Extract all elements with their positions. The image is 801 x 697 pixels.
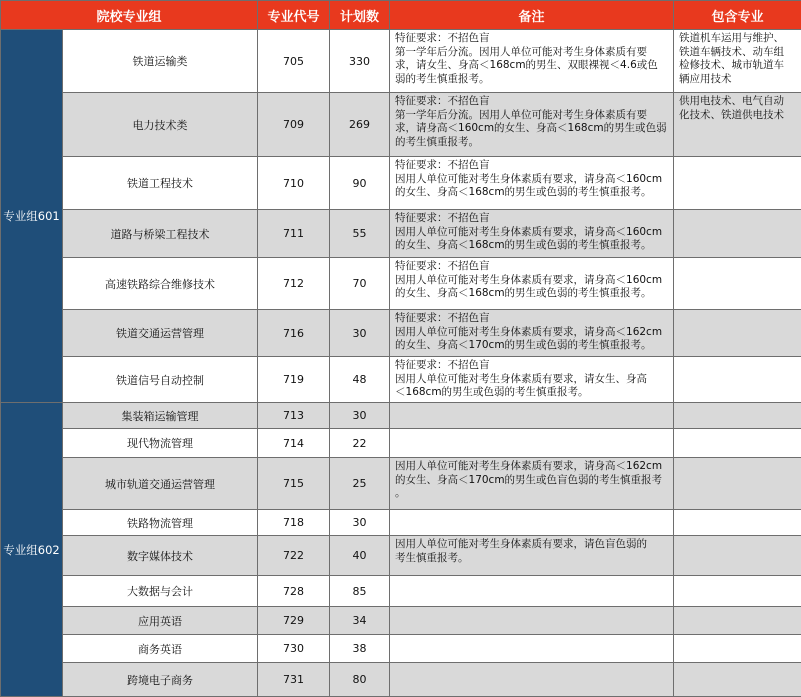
remark-cell xyxy=(390,210,674,258)
includes-line: 铁道车辆技术、动车组 xyxy=(679,46,797,60)
remark-cell xyxy=(390,635,674,663)
remark-line: 因用人单位可能对考生身体素质有要求，请身高＜160cm xyxy=(395,226,669,240)
includes-cell xyxy=(674,635,801,663)
major-name-cell: 城市轨道交通运营管理 xyxy=(63,458,258,510)
remark-cell xyxy=(390,536,674,576)
table-row xyxy=(1,30,801,93)
major-name-cell: 铁道信号自动控制 xyxy=(63,357,258,403)
major-name-cell: 铁路物流管理 xyxy=(63,510,258,536)
includes-cell xyxy=(674,157,801,210)
includes-cell xyxy=(674,576,801,607)
table-row xyxy=(1,157,801,210)
plan-count-cell: 38 xyxy=(330,635,390,663)
remark-line: 因用人单位可能对考生身体素质有要求，请身高＜162cm xyxy=(395,326,669,340)
includes-cell xyxy=(674,30,801,93)
table-row xyxy=(1,536,801,576)
table-row xyxy=(1,429,801,458)
major-name-cell: 应用英语 xyxy=(63,607,258,635)
plan-count-cell: 34 xyxy=(330,607,390,635)
includes-cell xyxy=(674,663,801,697)
major-name-cell: 大数据与会计 xyxy=(63,576,258,607)
remark-line: 特征要求：不招色盲 xyxy=(395,260,669,274)
includes-cell xyxy=(674,357,801,403)
remark-line: 的女生、身高＜168cm的男生或色弱的考生慎重报考。 xyxy=(395,239,669,253)
remark-cell xyxy=(390,429,674,458)
plan-count-cell: 25 xyxy=(330,458,390,510)
includes-cell xyxy=(674,310,801,357)
includes-cell xyxy=(674,403,801,429)
remark-line: 特征要求：不招色盲 xyxy=(395,95,669,109)
plan-count-cell: 70 xyxy=(330,258,390,310)
includes-cell xyxy=(674,429,801,458)
table-row xyxy=(1,458,801,510)
remark-line: 特征要求：不招色盲 xyxy=(395,359,669,373)
remark-line: 的女生、身高＜170cm的男生或色盲色弱的考生慎重报考 xyxy=(395,474,669,488)
remark-cell xyxy=(390,607,674,635)
remark-cell xyxy=(390,93,674,157)
plan-count-cell: 85 xyxy=(330,576,390,607)
plan-count-cell: 269 xyxy=(330,93,390,157)
plan-count-cell: 30 xyxy=(330,310,390,357)
includes-cell xyxy=(674,258,801,310)
includes-cell xyxy=(674,93,801,157)
remark-line: 因用人单位可能对考生身体素质有要求，请身高＜160cm xyxy=(395,274,669,288)
table-row xyxy=(1,210,801,258)
major-code-cell: 722 xyxy=(258,536,330,576)
plan-count-cell: 80 xyxy=(330,663,390,697)
major-code-cell: 719 xyxy=(258,357,330,403)
table-row xyxy=(1,403,801,429)
remark-cell xyxy=(390,458,674,510)
remark-cell xyxy=(390,357,674,403)
major-code-cell: 705 xyxy=(258,30,330,93)
remark-cell xyxy=(390,157,674,210)
remark-line: 因用人单位可能对考生身体素质有要求，请色盲色弱的 xyxy=(395,538,669,552)
remark-line: 因用人单位可能对考生身体素质有要求，请身高＜162cm xyxy=(395,460,669,474)
table-row xyxy=(1,635,801,663)
plan-count-cell: 55 xyxy=(330,210,390,258)
remark-line: 。 xyxy=(395,487,669,501)
major-code-cell: 715 xyxy=(258,458,330,510)
remark-line: 特征要求：不招色盲 xyxy=(395,312,669,326)
includes-line: 辆应用技术 xyxy=(679,73,797,87)
includes-cell xyxy=(674,607,801,635)
major-name-cell: 集装箱运输管理 xyxy=(63,403,258,429)
header-includes: 包含专业 xyxy=(674,1,801,30)
remark-line: 第一学年后分流。因用人单位可能对考生身体素质有要 xyxy=(395,46,669,60)
major-name-cell: 商务英语 xyxy=(63,635,258,663)
major-name-cell: 高速铁路综合维修技术 xyxy=(63,258,258,310)
header-remark: 备注 xyxy=(390,1,674,30)
remark-line: 第一学年后分流。因用人单位可能对考生身体素质有要 xyxy=(395,109,669,123)
major-code-cell: 718 xyxy=(258,510,330,536)
includes-cell xyxy=(674,210,801,258)
plan-count-cell: 90 xyxy=(330,157,390,210)
table-row xyxy=(1,258,801,310)
table-row xyxy=(1,357,801,403)
includes-cell xyxy=(674,536,801,576)
remark-cell xyxy=(390,663,674,697)
major-code-cell: 713 xyxy=(258,403,330,429)
table-row xyxy=(1,310,801,357)
includes-cell xyxy=(674,510,801,536)
includes-line: 铁道机车运用与维护、 xyxy=(679,32,797,46)
table-row xyxy=(1,93,801,157)
remark-line: ＜168cm的男生或色弱的考生慎重报考。 xyxy=(395,386,669,400)
remark-line: 特征要求：不招色盲 xyxy=(395,32,669,46)
remark-line: 特征要求：不招色盲 xyxy=(395,212,669,226)
group-name-cell: 专业组601 xyxy=(1,30,63,403)
remark-line: 弱的考生慎重报考。 xyxy=(395,73,669,87)
major-code-cell: 729 xyxy=(258,607,330,635)
remark-line: 的考生慎重报考。 xyxy=(395,136,669,150)
remark-line: 求，请身高＜160cm的女生、身高＜168cm的男生或色弱 xyxy=(395,122,669,136)
major-name-cell: 现代物流管理 xyxy=(63,429,258,458)
header-row xyxy=(1,1,801,30)
includes-cell xyxy=(674,458,801,510)
remark-line: 因用人单位可能对考生身体素质有要求，请女生、身高 xyxy=(395,373,669,387)
remark-cell xyxy=(390,258,674,310)
includes-line: 检修技术、城市轨道车 xyxy=(679,59,797,73)
major-code-cell: 712 xyxy=(258,258,330,310)
major-name-cell: 铁道交通运营管理 xyxy=(63,310,258,357)
major-code-cell: 710 xyxy=(258,157,330,210)
major-code-cell: 728 xyxy=(258,576,330,607)
major-code-cell: 711 xyxy=(258,210,330,258)
plan-count-cell: 330 xyxy=(330,30,390,93)
major-code-cell: 730 xyxy=(258,635,330,663)
remark-line: 因用人单位可能对考生身体素质有要求，请身高＜160cm xyxy=(395,173,669,187)
major-code-cell: 716 xyxy=(258,310,330,357)
plan-count-cell: 40 xyxy=(330,536,390,576)
remark-line: 求，请女生、身高＜168cm的男生、双眼裸视＜4.6或色 xyxy=(395,59,669,73)
includes-line: 供用电技术、电气自动 xyxy=(679,95,797,109)
remark-cell xyxy=(390,576,674,607)
header-group-major: 院校专业组 xyxy=(1,1,258,30)
plan-count-cell: 48 xyxy=(330,357,390,403)
major-name-cell: 电力技术类 xyxy=(63,93,258,157)
remark-line: 的女生、身高＜170cm的男生或色弱的考生慎重报考。 xyxy=(395,339,669,353)
major-name-cell: 铁道工程技术 xyxy=(63,157,258,210)
major-code-cell: 714 xyxy=(258,429,330,458)
remark-line: 特征要求：不招色盲 xyxy=(395,159,669,173)
remark-line: 的女生、身高＜168cm的男生或色弱的考生慎重报考。 xyxy=(395,186,669,200)
major-name-cell: 跨境电子商务 xyxy=(63,663,258,697)
remark-cell xyxy=(390,30,674,93)
major-name-cell: 道路与桥梁工程技术 xyxy=(63,210,258,258)
header-code: 专业代号 xyxy=(258,1,330,30)
table-row xyxy=(1,663,801,697)
remark-cell xyxy=(390,403,674,429)
table-row xyxy=(1,510,801,536)
group-name-cell: 专业组602 xyxy=(1,403,63,697)
major-name-cell: 数字媒体技术 xyxy=(63,536,258,576)
plan-count-cell: 30 xyxy=(330,510,390,536)
major-code-cell: 709 xyxy=(258,93,330,157)
remark-cell xyxy=(390,310,674,357)
remark-cell xyxy=(390,510,674,536)
table-row xyxy=(1,607,801,635)
header-plan: 计划数 xyxy=(330,1,390,30)
includes-line: 化技术、铁道供电技术 xyxy=(679,109,797,123)
plan-count-cell: 22 xyxy=(330,429,390,458)
remark-line: 考生慎重报考。 xyxy=(395,552,669,566)
plan-count-cell: 30 xyxy=(330,403,390,429)
remark-line: 的女生、身高＜168cm的男生或色弱的考生慎重报考。 xyxy=(395,287,669,301)
major-code-cell: 731 xyxy=(258,663,330,697)
table-row xyxy=(1,576,801,607)
major-name-cell: 铁道运输类 xyxy=(63,30,258,93)
